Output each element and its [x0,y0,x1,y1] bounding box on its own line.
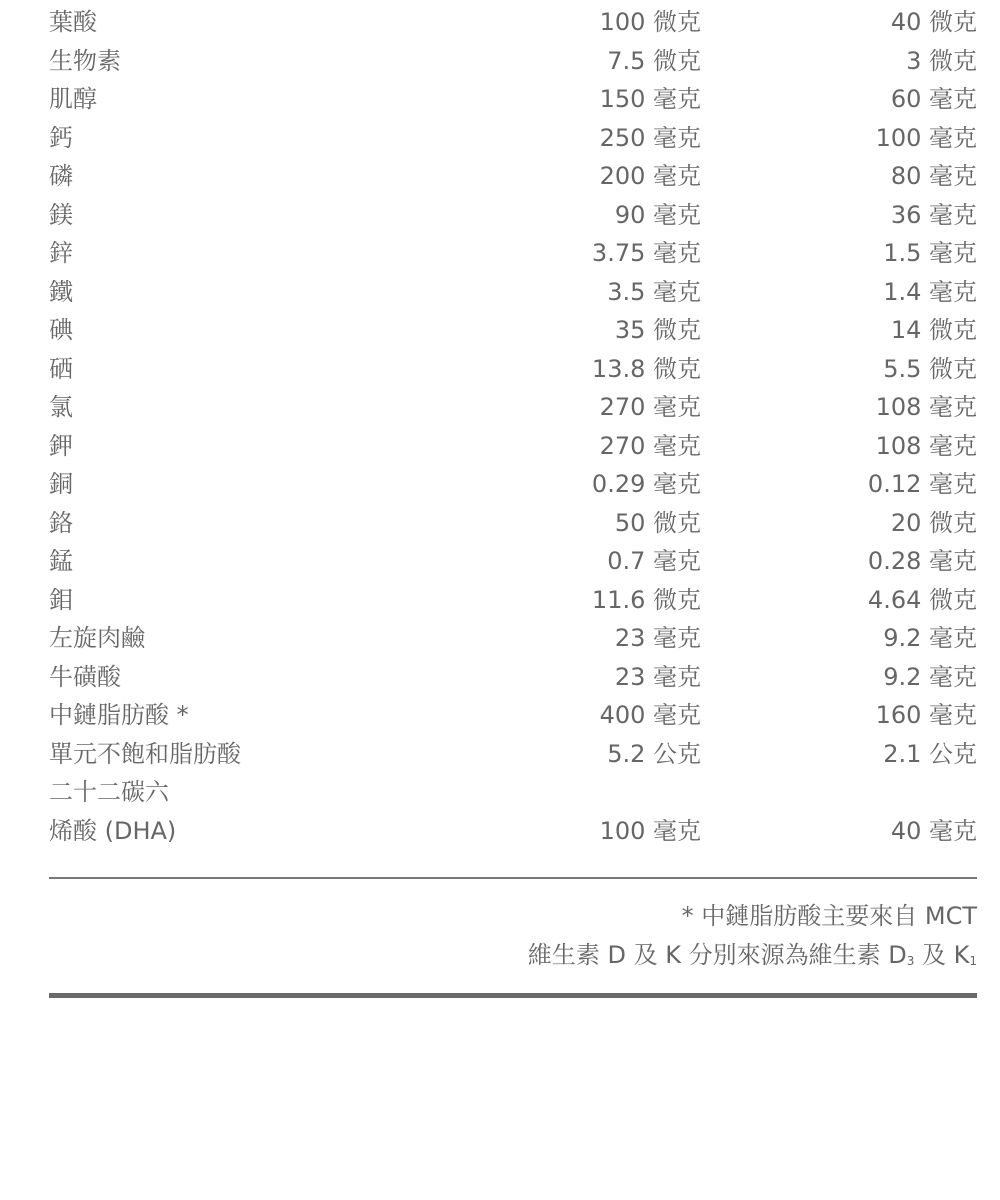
amount-per-serving: 11.6 微克 [591,585,701,614]
footnotes [528,897,977,981]
table-row [49,119,977,158]
amount-per-serving: 7.5 微克 [607,46,701,75]
nutrient-name: 單元不飽和脂肪酸 [49,739,241,768]
divider-thin [49,877,977,879]
amount-per-serving: 5.2 公克 [607,739,701,768]
nutrient-name: 錳 [49,547,73,575]
amount-per-serving: 35 微克 [614,316,701,344]
nutrient-name: 左旋肉鹼 [49,624,145,652]
amount-per-serving: 270 毫克 [599,431,701,460]
amount-per-serving: 23 毫克 [614,662,701,691]
nutrient-name: 碘 [49,316,73,344]
amount-per-100: 0.12 毫克 [867,470,977,498]
amount-per-serving: 400 毫克 [599,701,701,729]
table-row [49,696,977,735]
amount-per-100: 20 微克 [890,508,977,537]
amount-per-100: 3 微克 [906,46,977,75]
table-row [49,350,977,389]
amount-per-100: 36 毫克 [890,200,977,229]
table-row [49,196,977,235]
amount-per-serving: 270 毫克 [599,393,701,421]
amount-per-100: 108 毫克 [875,431,977,460]
nutrient-name: 肌醇 [49,85,97,113]
amount-per-100: 60 毫克 [890,85,977,113]
amount-per-serving: 3.5 毫克 [607,277,701,306]
amount-per-100: 1.5 毫克 [883,239,977,267]
amount-per-serving: 50 微克 [614,508,701,537]
table-row [49,80,977,119]
amount-per-serving: 100 微克 [599,8,701,36]
nutrient-name: 鐵 [49,277,73,306]
nutrient-name: 葉酸 [49,8,97,36]
divider-thick [49,993,977,998]
nutrient-name: 鉀 [49,431,73,460]
amount-per-serving: 200 毫克 [599,162,701,190]
nutrient-name: 鎂 [49,200,73,229]
table-row [49,773,977,812]
nutrient-name: 烯酸 (DHA) [49,816,177,845]
amount-per-100: 0.28 毫克 [867,547,977,575]
table-row [49,427,977,466]
table-row [49,157,977,196]
table-row [49,812,977,851]
table-row [49,658,977,697]
amount-per-serving: 100 毫克 [599,816,701,845]
nutrient-name: 鉬 [49,585,73,614]
footnote-mct: * 中鏈脂肪酸主要來自 MCT [681,902,977,930]
nutrient-name: 牛磺酸 [49,662,121,691]
nutrient-name: 生物素 [49,46,121,75]
table-row [49,234,977,273]
nutrient-name: 鉻 [49,508,73,537]
amount-per-100: 9.2 毫克 [883,662,977,691]
table-row [49,619,977,658]
amount-per-100: 100 毫克 [875,123,977,152]
nutrient-name: 二十二碳六 [49,778,169,806]
amount-per-100: 40 微克 [890,8,977,36]
amount-per-serving: 150 毫克 [599,85,701,113]
nutrient-name: 中鏈脂肪酸 * [49,701,189,729]
amount-per-100: 5.5 微克 [883,354,977,383]
amount-per-serving: 0.7 毫克 [607,547,701,575]
amount-per-serving: 250 毫克 [599,123,701,152]
nutrient-name: 鋅 [49,239,73,267]
amount-per-100: 2.1 公克 [883,739,977,768]
amount-per-serving: 90 毫克 [614,200,701,229]
table-row [49,388,977,427]
nutrition-table [49,3,977,850]
amount-per-serving: 0.29 毫克 [591,470,701,498]
amount-per-100: 40 毫克 [890,816,977,845]
footnote-vitamin-source: 維生素 D 及 K 分別來源為維生素 $D_3$ 及 $K_1$ [527,941,977,969]
table-row [49,273,977,312]
nutrient-name: 磷 [49,162,73,190]
amount-per-serving: 13.8 微克 [591,354,701,383]
table-row [49,581,977,620]
nutrient-name: 硒 [49,354,73,383]
table-row [49,504,977,543]
amount-per-100: 80 毫克 [890,162,977,190]
table-row [49,542,977,581]
table-row [49,465,977,504]
amount-per-100: 160 毫克 [875,701,977,729]
amount-per-100: 1.4 毫克 [883,277,977,306]
amount-per-100: 9.2 毫克 [883,624,977,652]
table-row [49,311,977,350]
table-row [49,3,977,42]
amount-per-serving: 3.75 毫克 [591,239,701,267]
amount-per-100: 4.64 微克 [867,585,977,614]
table-row [49,42,977,81]
amount-per-100: 14 微克 [890,316,977,344]
amount-per-serving: 23 毫克 [614,624,701,652]
nutrient-name: 氯 [49,393,73,421]
table-row [49,735,977,774]
nutrient-name: 鈣 [49,123,73,152]
nutrient-name: 銅 [49,470,73,498]
amount-per-100: 108 毫克 [875,393,977,421]
